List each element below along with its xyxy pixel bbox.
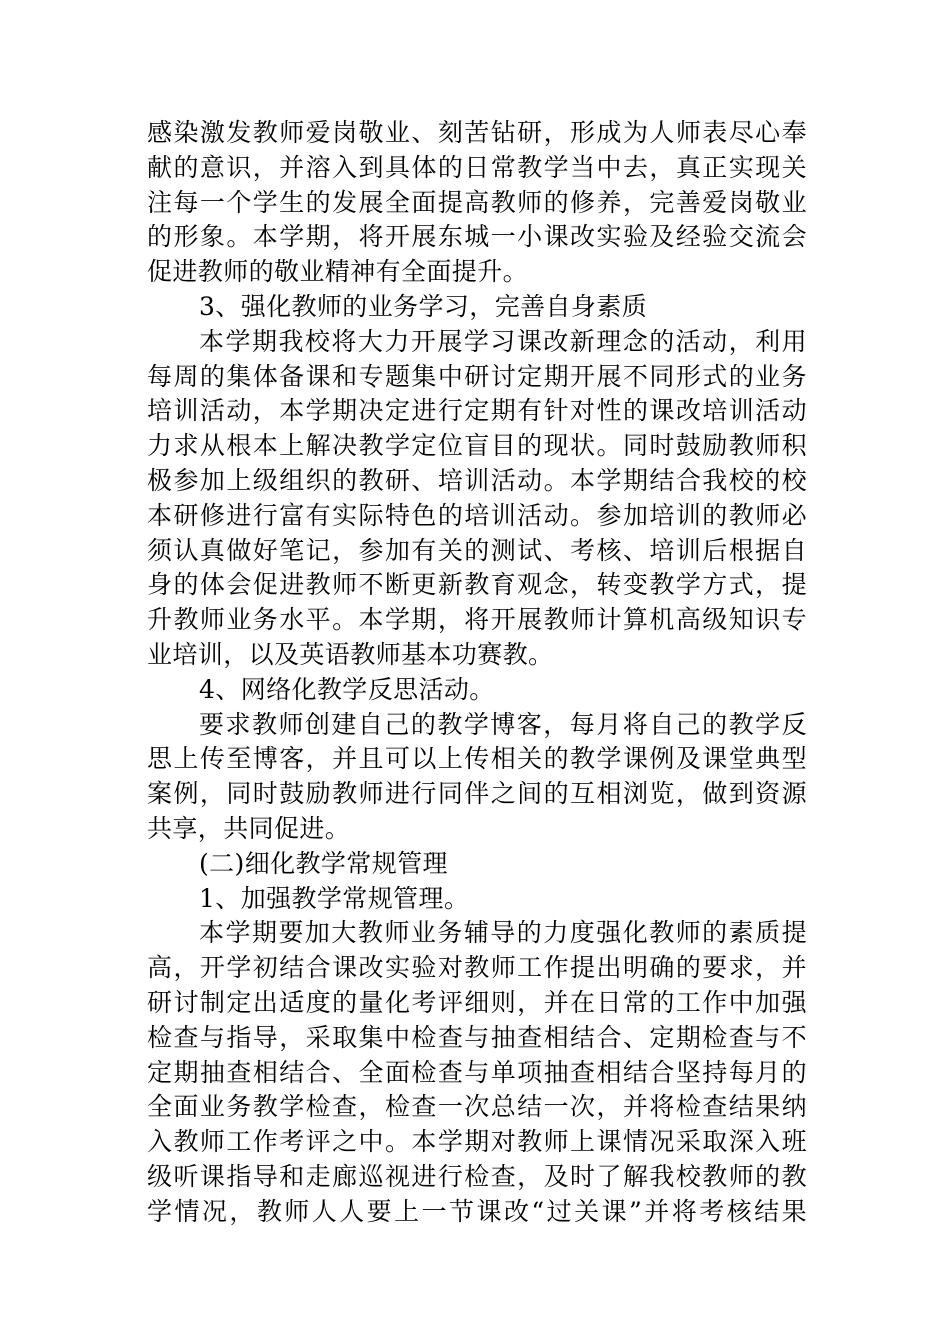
text-line: 高，开学初结合课改实验对教师工作提出明确的要求，并 — [147, 953, 807, 983]
text-line: 全面业务教学检查，检查一次总结一次，并将检查结果纳 — [147, 1092, 807, 1122]
text-line: 思上传至博客，并且可以上传相关的教学课例及课堂典型 — [147, 744, 807, 774]
section-heading: 3、强化教师的业务学习，完善自身素质 — [199, 291, 648, 321]
text-line: 定期抽查相结合、全面检查与单项抽查相结合坚持每月的 — [147, 1057, 807, 1087]
text-line: 献的意识，并溶入到具体的日常教学当中去，真正实现关 — [147, 152, 807, 182]
text-line: 身的体会促进教师不断更新教育观念，转变教学方式，提 — [147, 570, 807, 600]
text-line: 极参加上级组织的教研、培训活动。本学期结合我校的校 — [147, 465, 807, 495]
text-line: 须认真做好笔记，参加有关的测试、考核、培训后根据自 — [147, 535, 807, 565]
text-line: 注每一个学生的发展全面提高教师的修养，完善爱岗敬业 — [147, 187, 807, 217]
text-line: 感染激发教师爱岗敬业、刻苦钻研，形成为人师表尽心奉 — [147, 118, 807, 147]
text-line: 学情况，教师人人要上一节课改“过关课”并将考核结果 — [147, 1196, 807, 1226]
section-heading: (二)细化教学常规管理 — [199, 848, 448, 878]
text-line: 业培训，以及英语教师基本功赛教。 — [147, 639, 554, 669]
text-line: 研讨制定出适度的量化考评细则，并在日常的工作中加强 — [147, 987, 807, 1017]
section-heading: 1、加强教学常规管理。 — [199, 883, 470, 913]
text-line: 促进教师的敬业精神有全面提升。 — [147, 257, 529, 287]
paragraph-first-line: 要求教师创建自己的教学博客，每月将自己的教学反 — [199, 709, 807, 739]
text-line: 共享，共同促进。 — [147, 813, 351, 843]
text-line: 入教师工作考评之中。本学期对教师上课情况采取深入班 — [147, 1127, 807, 1157]
text-line: 检查与指导，采取集中检查与抽查相结合、定期检查与不 — [147, 1022, 807, 1052]
text-line: 每周的集体备课和专题集中研讨定期开展不同形式的业务 — [147, 361, 807, 391]
section-heading: 4、网络化教学反思活动。 — [199, 674, 495, 704]
text-line: 升教师业务水平。本学期，将开展教师计算机高级知识专 — [147, 605, 807, 635]
text-line: 级听课指导和走廊巡视进行检查，及时了解我校教师的教 — [147, 1161, 807, 1191]
paragraph-first-line: 本学期要加大教师业务辅导的力度强化教师的素质提 — [199, 918, 807, 948]
text-line: 本研修进行富有实际特色的培训活动。参加培训的教师必 — [147, 500, 807, 530]
text-line: 案例，同时鼓励教师进行同伴之间的互相浏览，做到资源 — [147, 779, 807, 809]
text-line: 的形象。本学期，将开展东城一小课改实验及经验交流会 — [147, 222, 807, 252]
text-line: 培训活动，本学期决定进行定期有针对性的课改培训活动 — [147, 396, 807, 426]
text-line: 力求从根本上解决教学定位盲目的现状。同时鼓励教师积 — [147, 431, 807, 461]
document-body-text — [147, 116, 807, 1230]
paragraph-first-line: 本学期我校将大力开展学习课改新理念的活动，利用 — [199, 326, 807, 356]
